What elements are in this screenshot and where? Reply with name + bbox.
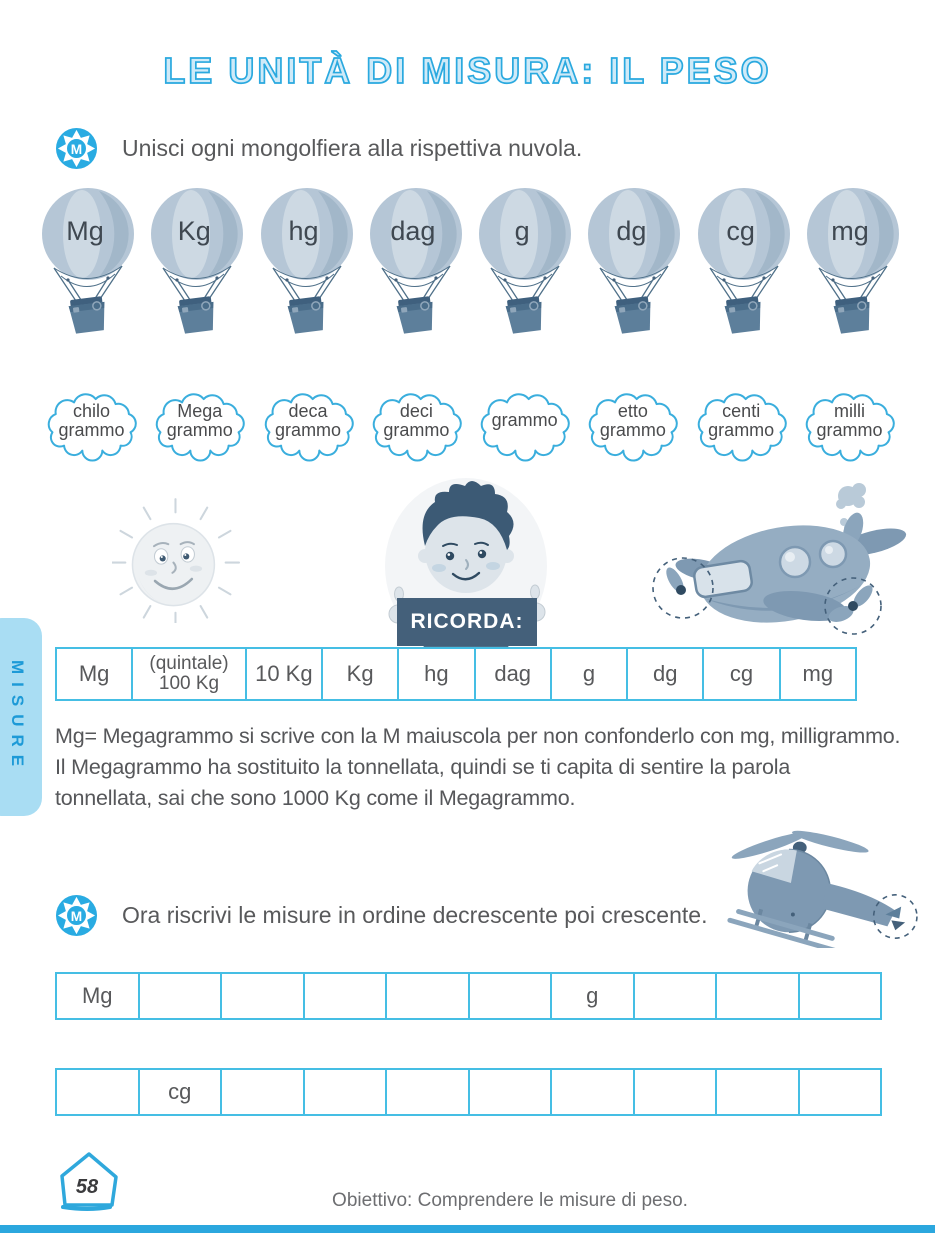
units-table-cell: cg: [702, 647, 780, 701]
exercise2-header: [55, 894, 707, 937]
cloud-label: deci grammo: [383, 400, 450, 440]
m-sun-badge-icon: [55, 127, 98, 170]
answer-cell[interactable]: [138, 972, 223, 1020]
answer-cell[interactable]: [715, 972, 800, 1020]
balloons-row: [38, 186, 903, 338]
cloud-megagrammo[interactable]: [148, 386, 251, 462]
answer-cell[interactable]: [55, 1068, 140, 1116]
units-table-cell: (quintale) 100 Kg: [131, 647, 246, 701]
balloon-Mg[interactable]: [38, 186, 138, 338]
answer-cell[interactable]: cg: [138, 1068, 223, 1116]
balloon-unit-label: Mg: [66, 216, 104, 246]
cloud-decagrammo[interactable]: [257, 386, 360, 462]
m-sun-badge-icon: [55, 894, 98, 937]
balloon-unit-label: dg: [616, 216, 647, 246]
hot-air-balloon-icon: [366, 186, 466, 338]
cloud-centigrammo[interactable]: [690, 386, 793, 462]
hot-air-balloon-icon: [584, 186, 684, 338]
balloon-dag[interactable]: [366, 186, 466, 338]
units-table-cell: hg: [397, 647, 475, 701]
balloon-dg[interactable]: [584, 186, 684, 338]
answer-cell[interactable]: [798, 972, 883, 1020]
megagrammo-note: Mg= Megagrammo si scrive con la M maiuscola per non confonderlo con mg, milligrammo. Il Megagrammo ha sostituito la tonnellata, quindi se ti capita di sentire la parola tonnellata, sai che sono 1000 Kg come il Megagrammo.: [55, 724, 901, 810]
bottom-accent-bar: [0, 1225, 935, 1233]
sidebar-tab-label: MISURE: [8, 659, 27, 775]
cloud-label: Mega grammo: [166, 400, 233, 440]
cloud-label: centi grammo: [708, 400, 775, 440]
units-table-cell: g: [550, 647, 628, 701]
answer-cell[interactable]: [715, 1068, 800, 1116]
sidebar-tab-misure: [0, 618, 42, 816]
answer-cell[interactable]: [633, 1068, 718, 1116]
answer-cell[interactable]: [220, 1068, 305, 1116]
cloud-label: chilo grammo: [58, 400, 125, 440]
units-table-cell: Kg: [321, 647, 399, 701]
page-number-house: [50, 1148, 128, 1212]
cloud-milligrammo[interactable]: [798, 386, 901, 462]
answer-cell[interactable]: [220, 972, 305, 1020]
clouds-row: [40, 386, 901, 462]
helicopter-illustration: [702, 820, 934, 948]
hot-air-balloon-icon: [257, 186, 357, 338]
balloon-unit-label: hg: [288, 216, 319, 246]
answer-table-decrescente: [55, 972, 882, 1020]
smiling-sun-illustration: [112, 495, 240, 623]
units-table-cell: Mg: [55, 647, 133, 701]
cloud-label: milli grammo: [816, 400, 883, 440]
exercise1-instruction: Unisci ogni mongolfiera alla rispettiva nuvola.: [122, 135, 583, 161]
units-table-cell: dg: [626, 647, 704, 701]
answer-cell[interactable]: [633, 972, 718, 1020]
answer-cell[interactable]: [385, 1068, 470, 1116]
answer-cell[interactable]: [385, 972, 470, 1020]
answer-cell[interactable]: [468, 972, 553, 1020]
balloon-mg[interactable]: [803, 186, 903, 338]
cloud-ettogrammo[interactable]: [581, 386, 684, 462]
answer-cell[interactable]: [798, 1068, 883, 1116]
cloud-label: deca grammo: [275, 400, 342, 440]
hot-air-balloon-icon: [694, 186, 794, 338]
balloon-Kg[interactable]: [147, 186, 247, 338]
cloud-chilogrammo[interactable]: [40, 386, 143, 462]
balloon-unit-label: mg: [831, 216, 869, 246]
units-table-cell: 10 Kg: [245, 647, 323, 701]
cloud-decigrammo[interactable]: [365, 386, 468, 462]
units-table-cell: dag: [474, 647, 552, 701]
answer-cell[interactable]: g: [550, 972, 635, 1020]
balloon-g[interactable]: [475, 186, 575, 338]
airplane-illustration: [645, 478, 930, 643]
hot-air-balloon-icon: [38, 186, 138, 338]
answer-table-crescente: [55, 1068, 882, 1116]
answer-cell[interactable]: [303, 972, 388, 1020]
cloud-label: grammo: [491, 410, 558, 431]
ricorda-sign: RICORDA:: [397, 598, 537, 646]
units-reference-table: [55, 647, 857, 701]
hot-air-balloon-icon: [147, 186, 247, 338]
page-number: 58: [75, 1176, 99, 1198]
answer-cell[interactable]: [550, 1068, 635, 1116]
units-table-cell: mg: [779, 647, 857, 701]
balloon-unit-label: dag: [390, 216, 436, 246]
exercise1-header: [55, 127, 582, 170]
balloon-hg[interactable]: [257, 186, 357, 338]
answer-cell[interactable]: Mg: [55, 972, 140, 1020]
hot-air-balloon-icon: [803, 186, 903, 338]
hot-air-balloon-icon: [475, 186, 575, 338]
cloud-grammo[interactable]: [473, 386, 576, 462]
exercise2-instruction: Ora riscrivi le misure in ordine decrescente poi crescente.: [122, 902, 708, 928]
boy-holding-sign-illustration: [383, 474, 550, 652]
answer-cell[interactable]: [303, 1068, 388, 1116]
answer-cell[interactable]: [468, 1068, 553, 1116]
page-title: LE UNITÀ DI MISURA: IL PESO: [163, 50, 772, 91]
footer-objective: Obiettivo: Comprendere le misure di peso.: [332, 1190, 688, 1211]
balloon-unit-label: Kg: [177, 216, 211, 246]
balloon-unit-label: g: [514, 216, 530, 246]
balloon-cg[interactable]: [694, 186, 794, 338]
cloud-label: etto grammo: [599, 400, 666, 440]
balloon-unit-label: cg: [726, 216, 755, 246]
